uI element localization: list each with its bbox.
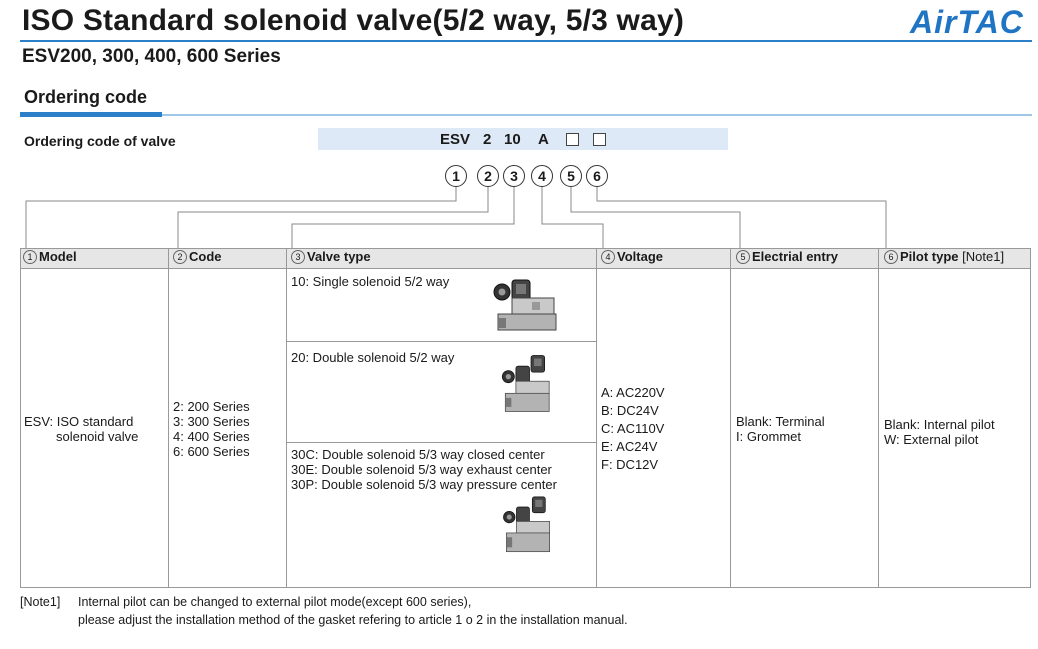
model-line-2: solenoid valve: [56, 429, 139, 444]
table-column-divider: [878, 248, 879, 588]
position-circle-3: 3: [503, 165, 525, 187]
double-solenoid-valve-image: [488, 354, 568, 416]
valve-type-3pos-exhaust: 30E: Double solenoid 5/3 way exhaust center: [291, 462, 552, 477]
connector-line-1: [26, 187, 456, 248]
voltage-option: C: AC110V: [601, 421, 665, 436]
valve-row-divider: [286, 442, 596, 443]
voltage-option: B: DC24V: [601, 403, 659, 418]
single-solenoid-valve-image: [488, 274, 568, 336]
three-position-valve-image: [488, 494, 568, 556]
ordering-code-label: Ordering code of valve: [24, 133, 176, 149]
valve-type-double: 20: Double solenoid 5/2 way: [291, 350, 455, 365]
valve-row-divider: [286, 341, 596, 342]
connector-line-4: [542, 187, 603, 248]
voltage-option: E: AC24V: [601, 439, 658, 454]
position-circle-1: 1: [445, 165, 467, 187]
code-part-voltage: A: [538, 131, 549, 148]
valve-type-single: 10: Single solenoid 5/2 way: [291, 274, 450, 289]
electrical-option: Blank: Terminal: [736, 414, 825, 429]
brand-logo: AirTAC: [910, 4, 1024, 40]
code-option: 2: 200 Series: [173, 399, 250, 414]
footnote-line-2: please adjust the installation method of the gasket refering to article 1 o 2 in the installation manual.: [78, 613, 628, 627]
connector-line-2: [178, 187, 488, 248]
table-column-divider: [168, 248, 169, 588]
model-line-1: ESV: ISO standard: [24, 414, 134, 429]
table-header-row: [20, 248, 1031, 269]
code-part-series: 2: [483, 131, 492, 148]
voltage-option: A: AC220V: [601, 385, 665, 400]
header-code: 2 Code: [173, 249, 222, 264]
header-pilot-type: 6 Pilot type [Note1]: [884, 249, 1004, 264]
code-option: 3: 300 Series: [173, 414, 250, 429]
position-circle-4: 4: [531, 165, 553, 187]
connector-line-5: [571, 187, 740, 248]
code-option: 4: 400 Series: [173, 429, 250, 444]
table-column-divider: [596, 248, 597, 588]
valve-type-3pos-closed: 30C: Double solenoid 5/3 way closed center: [291, 447, 545, 462]
connector-line-3: [292, 187, 514, 248]
table-border-left: [20, 248, 21, 588]
table-border-bottom: [20, 587, 1031, 588]
voltage-option: F: DC12V: [601, 457, 659, 472]
pilot-option: Blank: Internal pilot: [884, 417, 995, 432]
table-border-right: [1030, 248, 1031, 588]
connector-line-6: [597, 187, 886, 248]
series-subtitle: ESV200, 300, 400, 600 Series: [22, 46, 281, 67]
header-model: 1 Model: [23, 249, 77, 264]
footnote-tag: [Note1]: [20, 595, 61, 609]
section-title: Ordering code: [24, 87, 148, 107]
page-title: ISO Standard solenoid valve(5/2 way, 5/3 way): [22, 4, 685, 37]
table-column-divider: [730, 248, 731, 588]
header-voltage: 4 Voltage: [601, 249, 663, 264]
electrical-option: I: Grommet: [736, 429, 802, 444]
code-part-valve-type: 10: [504, 131, 521, 148]
footnote-line-1: Internal pilot can be changed to external pilot mode(except 600 series),: [78, 595, 472, 609]
position-circle-6: 6: [586, 165, 608, 187]
position-circle-5: 5: [560, 165, 582, 187]
code-option: 6: 600 Series: [173, 444, 250, 459]
pilot-option: W: External pilot: [884, 432, 979, 447]
position-circle-2: 2: [477, 165, 499, 187]
table-column-divider: [286, 248, 287, 588]
header-valve-type: 3 Valve type: [291, 249, 371, 264]
header-electrical-entry: 5 Electrial entry: [736, 249, 838, 264]
valve-type-3pos-pressure: 30P: Double solenoid 5/3 way pressure center: [291, 477, 557, 492]
code-part-model: ESV: [440, 131, 471, 148]
